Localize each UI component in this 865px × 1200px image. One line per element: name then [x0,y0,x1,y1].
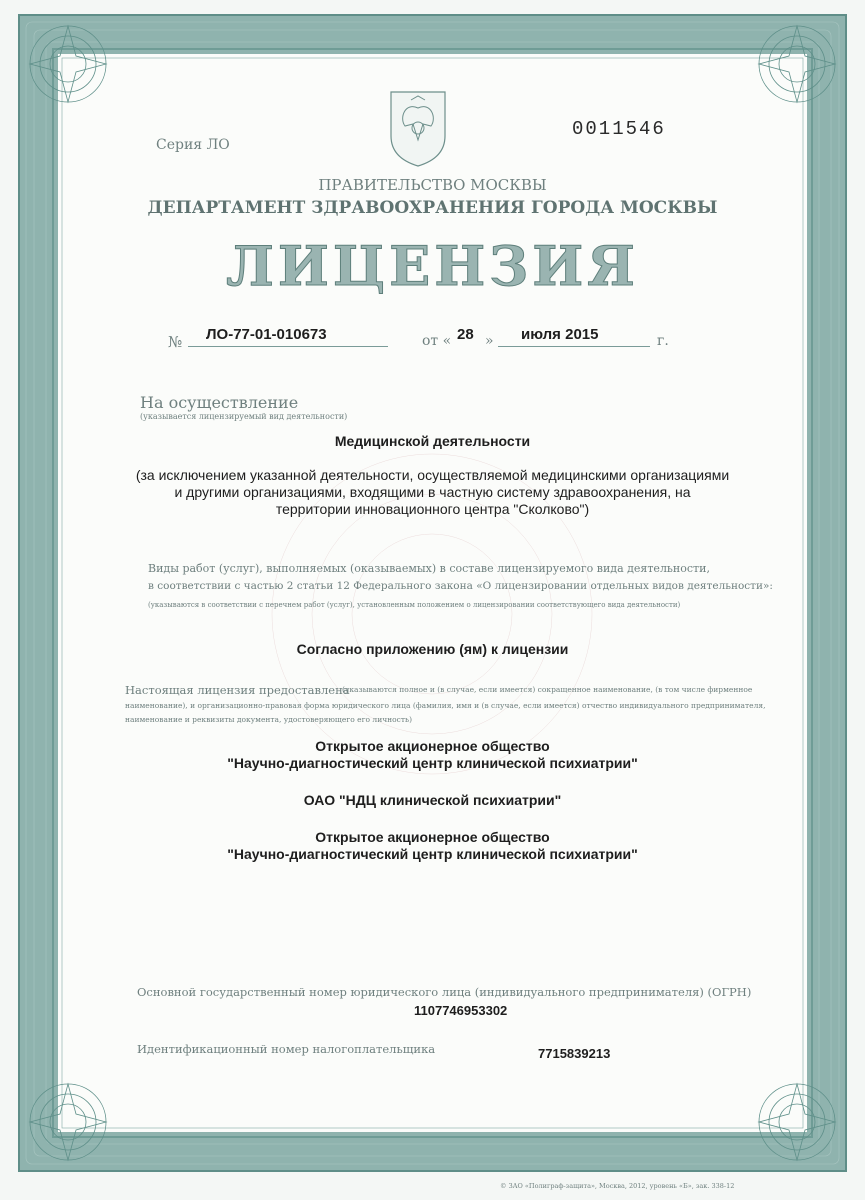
ogrn-label: Основной государственный номер юридического лица (индивидуального предпринимателя) (ОГРН) [137,985,752,999]
license-number: ЛО-77-01-010673 [206,326,327,343]
inn-value: 7715839213 [538,1046,611,1061]
works-value: Согласно приложению (ям) к лицензии [296,641,569,657]
full-name-line-1: Открытое акционерное общество [315,738,550,754]
day-close: » [485,333,494,349]
short-name: ОАО "НДЦ клинической психиатрии" [303,792,562,808]
grantee-label: Настоящая лицензия предоставлена [125,683,350,697]
document-title: ЛИЦЕНЗИЯ [226,234,639,298]
series-label: Серия ЛО [156,137,230,153]
activity-name: Медицинской деятельности [334,433,531,449]
department-title: ДЕПАРТАМЕНТ ЗДРАВООХРАНЕНИЯ ГОРОДА МОСКВЫ [147,198,718,218]
license-day: 28 [457,326,474,343]
ogrn-value: 1107746953302 [414,1003,508,1018]
grantee-note-1: (указываются полное и (в случае, если имеется) сокращенное наименование, (в том числе фирменное [342,685,753,694]
printer-credit: © ЗАО «Полиграф-защита», Москва, 2012, уровень «Б», зак. 338-12 [500,1182,735,1190]
brand-name-line-2: "Научно-диагностический центр клинической психиатрии" [227,846,638,862]
government-title: ПРАВИТЕЛЬСТВО МОСКВЫ [318,176,547,194]
activity-exception-line-2: и другими организациями, входящими в частную систему здравоохранения, на [174,484,691,500]
license-month-year: июля 2015 [521,326,599,343]
full-name-line-2: "Научно-диагностический центр клинической психиатрии" [227,755,638,771]
serial-number: 0011546 [572,118,666,140]
activity-note: (указывается лицензируемый вид деятельности) [140,412,348,421]
works-line-1: Виды работ (услуг), выполняемых (оказываемых) в составе лицензируемого вида деятельности, [148,562,710,575]
number-label: № [168,333,183,351]
works-note: (указываются в соответствии с перечнем работ (услуг), установленным положением о лицензировании соответствующего вида деятельности) [148,601,681,609]
year-suffix: г. [657,333,669,349]
coat-of-arms-emblem [383,88,453,168]
activity-exception-line-1: (за исключением указанной деятельности, осуществляемой медицинскими организациями [135,467,730,483]
inn-label: Идентификационный номер налогоплательщика [137,1042,436,1056]
activity-label: На осуществление [140,393,299,412]
from-label: от « [422,333,452,349]
works-line-2: в соответствии с частью 2 статьи 12 Федерального закона «О лицензировании отдельных видов деятельности»: [148,580,773,592]
grantee-note-2: наименование), и организационно-правовая форма юридического лица (фамилия, имя и (в случае, если имеется) отчество индивидуального предпринимателя, [125,701,766,710]
activity-exception-line-3: территории инновационного центра "Сколково") [275,501,590,517]
grantee-note-3: наименование и реквизиты документа, удостоверяющего его личность) [125,715,413,724]
brand-name-line-1: Открытое акционерное общество [315,829,550,845]
